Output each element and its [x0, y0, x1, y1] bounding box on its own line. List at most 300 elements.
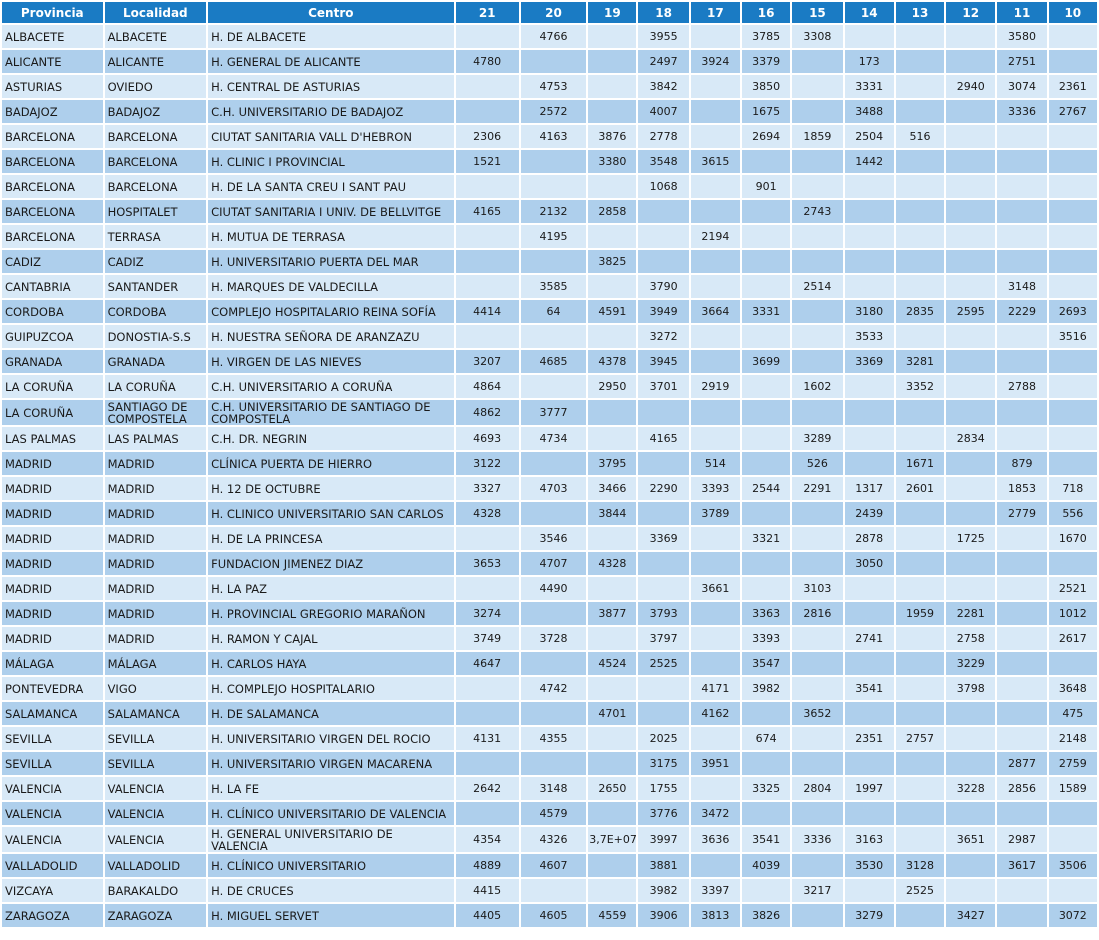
- locality-cell: VIGO: [105, 677, 207, 700]
- locality-cell: SANTANDER: [105, 275, 207, 298]
- value-cell: 3352: [896, 375, 944, 398]
- value-cell: 2544: [742, 477, 790, 500]
- value-cell: [997, 727, 1046, 750]
- center-cell: H. CARLOS HAYA: [208, 652, 453, 675]
- value-cell: 2940: [946, 75, 995, 98]
- value-cell: 2306: [456, 125, 519, 148]
- locality-cell: GRANADA: [105, 350, 207, 373]
- value-cell: [896, 25, 944, 48]
- value-cell: [792, 527, 842, 550]
- value-cell: [521, 250, 586, 273]
- province-cell: ALBACETE: [2, 25, 103, 48]
- value-cell: 4559: [588, 904, 636, 927]
- value-cell: [742, 400, 790, 425]
- locality-cell: MADRID: [105, 502, 207, 525]
- locality-cell: ALBACETE: [105, 25, 207, 48]
- value-cell: 2291: [792, 477, 842, 500]
- province-cell: SALAMANCA: [2, 702, 103, 725]
- value-cell: 3955: [638, 25, 688, 48]
- value-cell: [742, 250, 790, 273]
- value-cell: 2351: [845, 727, 894, 750]
- value-cell: [896, 325, 944, 348]
- province-cell: CORDOBA: [2, 300, 103, 323]
- value-cell: 4607: [521, 854, 586, 877]
- value-cell: [588, 50, 636, 73]
- value-cell: 3321: [742, 527, 790, 550]
- province-cell: CADIZ: [2, 250, 103, 273]
- value-cell: 2743: [792, 200, 842, 223]
- value-cell: 1959: [896, 602, 944, 625]
- value-cell: [1049, 250, 1097, 273]
- value-cell: 2642: [456, 777, 519, 800]
- table-row: [2, 602, 1097, 625]
- province-cell: ASTURIAS: [2, 75, 103, 98]
- value-cell: 3541: [845, 677, 894, 700]
- table-row: [2, 879, 1097, 902]
- value-cell: 2741: [845, 627, 894, 650]
- value-cell: [742, 275, 790, 298]
- value-cell: 3749: [456, 627, 519, 650]
- value-cell: [946, 50, 995, 73]
- value-cell: [456, 225, 519, 248]
- value-cell: 2858: [588, 200, 636, 223]
- value-cell: 3427: [946, 904, 995, 927]
- value-cell: 2856: [997, 777, 1046, 800]
- value-cell: 3379: [742, 50, 790, 73]
- locality-cell: SEVILLA: [105, 752, 207, 775]
- value-cell: 3,7E+07: [588, 827, 636, 852]
- value-cell: 3546: [521, 527, 586, 550]
- province-cell: ZARAGOZA: [2, 904, 103, 927]
- locality-cell: SEVILLA: [105, 727, 207, 750]
- value-cell: [792, 225, 842, 248]
- value-cell: [456, 25, 519, 48]
- value-cell: [845, 702, 894, 725]
- value-cell: [588, 677, 636, 700]
- value-cell: [638, 702, 688, 725]
- value-cell: [997, 350, 1046, 373]
- center-cell: H. PROVINCIAL GREGORIO MARAÑON: [208, 602, 453, 625]
- value-cell: 4703: [521, 477, 586, 500]
- province-cell: GRANADA: [2, 350, 103, 373]
- value-cell: [896, 752, 944, 775]
- table-row: [2, 752, 1097, 775]
- column-header: 19: [588, 2, 636, 23]
- value-cell: [946, 854, 995, 877]
- value-cell: [742, 502, 790, 525]
- center-cell: C.H. UNIVERSITARIO DE SANTIAGO DE COMPOSTELA: [208, 400, 453, 425]
- value-cell: [896, 175, 944, 198]
- value-cell: 3397: [691, 879, 740, 902]
- value-cell: 3661: [691, 577, 740, 600]
- value-cell: 3825: [588, 250, 636, 273]
- value-cell: [1049, 375, 1097, 398]
- value-cell: 4766: [521, 25, 586, 48]
- value-cell: [896, 250, 944, 273]
- value-cell: [792, 325, 842, 348]
- value-cell: [946, 400, 995, 425]
- value-cell: [896, 802, 944, 825]
- locality-cell: BADAJOZ: [105, 100, 207, 123]
- value-cell: [742, 879, 790, 902]
- center-cell: H. CLÍNICO UNIVERSITARIO: [208, 854, 453, 877]
- value-cell: 3615: [691, 150, 740, 173]
- value-cell: [845, 602, 894, 625]
- value-cell: [521, 652, 586, 675]
- value-cell: 1012: [1049, 602, 1097, 625]
- value-cell: 2878: [845, 527, 894, 550]
- center-cell: H. CLINIC I PROVINCIAL: [208, 150, 453, 173]
- locality-cell: VALENCIA: [105, 802, 207, 825]
- value-cell: 3789: [691, 502, 740, 525]
- value-cell: [845, 250, 894, 273]
- locality-cell: SALAMANCA: [105, 702, 207, 725]
- value-cell: 3728: [521, 627, 586, 650]
- value-cell: [792, 652, 842, 675]
- value-cell: 3777: [521, 400, 586, 425]
- column-header: 21: [456, 2, 519, 23]
- value-cell: [946, 552, 995, 575]
- value-cell: [792, 350, 842, 373]
- center-cell: H. CENTRAL DE ASTURIAS: [208, 75, 453, 98]
- value-cell: [792, 75, 842, 98]
- value-cell: [896, 427, 944, 450]
- value-cell: [742, 752, 790, 775]
- value-cell: [588, 802, 636, 825]
- value-cell: [946, 200, 995, 223]
- value-cell: 2595: [946, 300, 995, 323]
- value-cell: [997, 527, 1046, 550]
- value-cell: [691, 777, 740, 800]
- value-cell: [691, 325, 740, 348]
- value-cell: [896, 75, 944, 98]
- value-cell: [638, 200, 688, 223]
- value-cell: 4328: [588, 552, 636, 575]
- value-cell: 718: [1049, 477, 1097, 500]
- value-cell: 4195: [521, 225, 586, 248]
- province-cell: VIZCAYA: [2, 879, 103, 902]
- value-cell: [997, 652, 1046, 675]
- locality-cell: OVIEDO: [105, 75, 207, 98]
- value-cell: 2778: [638, 125, 688, 148]
- value-cell: [456, 752, 519, 775]
- value-cell: [946, 275, 995, 298]
- table-row: [2, 777, 1097, 800]
- value-cell: 3325: [742, 777, 790, 800]
- province-cell: LAS PALMAS: [2, 427, 103, 450]
- value-cell: [997, 702, 1046, 725]
- value-cell: [792, 752, 842, 775]
- value-cell: [896, 552, 944, 575]
- value-cell: [946, 250, 995, 273]
- value-cell: [896, 777, 944, 800]
- value-cell: 4685: [521, 350, 586, 373]
- value-cell: 3548: [638, 150, 688, 173]
- value-cell: 3648: [1049, 677, 1097, 700]
- table-row: [2, 677, 1097, 700]
- value-cell: 3050: [845, 552, 894, 575]
- value-cell: 1725: [946, 527, 995, 550]
- value-cell: 3289: [792, 427, 842, 450]
- center-cell: H. GENERAL DE ALICANTE: [208, 50, 453, 73]
- value-cell: [1049, 827, 1097, 852]
- value-cell: 1589: [1049, 777, 1097, 800]
- center-cell: H. GENERAL UNIVERSITARIO DE VALENCIA: [208, 827, 453, 852]
- value-cell: [792, 802, 842, 825]
- value-cell: [997, 577, 1046, 600]
- value-cell: 3876: [588, 125, 636, 148]
- value-cell: [946, 150, 995, 173]
- value-cell: 2572: [521, 100, 586, 123]
- value-cell: 3122: [456, 452, 519, 475]
- province-cell: PONTEVEDRA: [2, 677, 103, 700]
- value-cell: [588, 577, 636, 600]
- value-cell: [896, 702, 944, 725]
- province-cell: VALENCIA: [2, 802, 103, 825]
- value-cell: [946, 477, 995, 500]
- table-row: [2, 200, 1097, 223]
- locality-cell: MADRID: [105, 577, 207, 600]
- center-cell: COMPLEJO HOSPITALARIO REINA SOFÍA: [208, 300, 453, 323]
- value-cell: [691, 727, 740, 750]
- center-cell: H. DE SALAMANCA: [208, 702, 453, 725]
- value-cell: 2788: [997, 375, 1046, 398]
- value-cell: [1049, 225, 1097, 248]
- value-cell: [521, 502, 586, 525]
- value-cell: [845, 400, 894, 425]
- value-cell: 901: [742, 175, 790, 198]
- value-cell: [845, 879, 894, 902]
- table-row: [2, 652, 1097, 675]
- value-cell: 4707: [521, 552, 586, 575]
- value-cell: [521, 752, 586, 775]
- table-row: [2, 827, 1097, 852]
- table-row: [2, 854, 1097, 877]
- value-cell: [521, 325, 586, 348]
- value-cell: [691, 200, 740, 223]
- center-cell: H. UNIVERSITARIO PUERTA DEL MAR: [208, 250, 453, 273]
- value-cell: 3664: [691, 300, 740, 323]
- locality-cell: BARAKALDO: [105, 879, 207, 902]
- value-cell: 3274: [456, 602, 519, 625]
- value-cell: [521, 702, 586, 725]
- value-cell: [588, 527, 636, 550]
- value-cell: [997, 325, 1046, 348]
- value-cell: 3580: [997, 25, 1046, 48]
- table-row: [2, 452, 1097, 475]
- value-cell: 3982: [742, 677, 790, 700]
- province-cell: VALLADOLID: [2, 854, 103, 877]
- value-cell: 2497: [638, 50, 688, 73]
- value-cell: 4355: [521, 727, 586, 750]
- value-cell: 3997: [638, 827, 688, 852]
- value-cell: [521, 150, 586, 173]
- province-cell: MADRID: [2, 477, 103, 500]
- value-cell: 3272: [638, 325, 688, 348]
- value-cell: 3506: [1049, 854, 1097, 877]
- value-cell: [792, 150, 842, 173]
- value-cell: 3369: [638, 527, 688, 550]
- value-cell: [845, 802, 894, 825]
- locality-cell: MADRID: [105, 627, 207, 650]
- value-cell: 3074: [997, 75, 1046, 98]
- value-cell: [588, 100, 636, 123]
- value-cell: [845, 452, 894, 475]
- center-cell: H. UNIVERSITARIO VIRGEN MACARENA: [208, 752, 453, 775]
- center-cell: CLÍNICA PUERTA DE HIERRO: [208, 452, 453, 475]
- value-cell: 1671: [896, 452, 944, 475]
- value-cell: [588, 752, 636, 775]
- value-cell: 3331: [742, 300, 790, 323]
- value-cell: [997, 602, 1046, 625]
- value-cell: [638, 452, 688, 475]
- value-cell: [588, 854, 636, 877]
- value-cell: 3547: [742, 652, 790, 675]
- value-cell: 3842: [638, 75, 688, 98]
- locality-cell: TERRASA: [105, 225, 207, 248]
- value-cell: 3148: [997, 275, 1046, 298]
- value-cell: 3813: [691, 904, 740, 927]
- value-cell: 2919: [691, 375, 740, 398]
- value-cell: [588, 427, 636, 450]
- value-cell: [742, 225, 790, 248]
- province-cell: SEVILLA: [2, 727, 103, 750]
- value-cell: [1049, 452, 1097, 475]
- value-cell: 4405: [456, 904, 519, 927]
- value-cell: [792, 50, 842, 73]
- value-cell: 2758: [946, 627, 995, 650]
- value-cell: 3228: [946, 777, 995, 800]
- value-cell: [896, 677, 944, 700]
- value-cell: [691, 25, 740, 48]
- value-cell: 4753: [521, 75, 586, 98]
- value-cell: [946, 452, 995, 475]
- value-cell: [792, 400, 842, 425]
- value-cell: [456, 100, 519, 123]
- value-cell: [896, 527, 944, 550]
- value-cell: 3797: [638, 627, 688, 650]
- value-cell: [997, 879, 1046, 902]
- value-cell: [742, 150, 790, 173]
- value-cell: 2751: [997, 50, 1046, 73]
- value-cell: [456, 75, 519, 98]
- value-cell: 3652: [792, 702, 842, 725]
- value-cell: 3103: [792, 577, 842, 600]
- value-cell: 2229: [997, 300, 1046, 323]
- center-cell: CIUTAT SANITARIA I UNIV. DE BELLVITGE: [208, 200, 453, 223]
- value-cell: 3826: [742, 904, 790, 927]
- value-cell: [845, 375, 894, 398]
- value-cell: [896, 400, 944, 425]
- value-cell: 2525: [896, 879, 944, 902]
- value-cell: [456, 577, 519, 600]
- value-cell: [638, 225, 688, 248]
- value-cell: [638, 250, 688, 273]
- value-cell: 1997: [845, 777, 894, 800]
- value-cell: [946, 577, 995, 600]
- locality-cell: BARCELONA: [105, 175, 207, 198]
- value-cell: 3636: [691, 827, 740, 852]
- value-cell: [896, 275, 944, 298]
- value-cell: [691, 275, 740, 298]
- value-cell: [997, 150, 1046, 173]
- value-cell: 3877: [588, 602, 636, 625]
- value-cell: 4734: [521, 427, 586, 450]
- value-cell: 4131: [456, 727, 519, 750]
- value-cell: 3308: [792, 25, 842, 48]
- table-header: [2, 2, 1097, 23]
- center-cell: H. LA FE: [208, 777, 453, 800]
- value-cell: [1049, 50, 1097, 73]
- center-cell: H. DE LA SANTA CREU I SANT PAU: [208, 175, 453, 198]
- table-row: [2, 300, 1097, 323]
- value-cell: [1049, 879, 1097, 902]
- value-cell: 3336: [997, 100, 1046, 123]
- value-cell: 2194: [691, 225, 740, 248]
- province-cell: BARCELONA: [2, 200, 103, 223]
- value-cell: [456, 702, 519, 725]
- province-cell: BADAJOZ: [2, 100, 103, 123]
- value-cell: [845, 225, 894, 248]
- center-cell: C.H. DR. NEGRIN: [208, 427, 453, 450]
- value-cell: 1521: [456, 150, 519, 173]
- value-cell: 4165: [638, 427, 688, 450]
- locality-cell: BARCELONA: [105, 125, 207, 148]
- value-cell: 4889: [456, 854, 519, 877]
- value-cell: [521, 879, 586, 902]
- value-cell: 3881: [638, 854, 688, 877]
- locality-cell: ALICANTE: [105, 50, 207, 73]
- value-cell: [792, 677, 842, 700]
- value-cell: 3793: [638, 602, 688, 625]
- value-cell: [946, 100, 995, 123]
- value-cell: 1853: [997, 477, 1046, 500]
- value-cell: 4328: [456, 502, 519, 525]
- value-cell: [1049, 150, 1097, 173]
- value-cell: [588, 25, 636, 48]
- table-row: [2, 577, 1097, 600]
- center-cell: H. MIGUEL SERVET: [208, 904, 453, 927]
- value-cell: [521, 50, 586, 73]
- value-cell: 2601: [896, 477, 944, 500]
- value-cell: 2987: [997, 827, 1046, 852]
- value-cell: [946, 375, 995, 398]
- center-cell: H. MARQUES DE VALDECILLA: [208, 275, 453, 298]
- value-cell: 2361: [1049, 75, 1097, 98]
- province-cell: MÁLAGA: [2, 652, 103, 675]
- value-cell: [691, 100, 740, 123]
- value-cell: 4742: [521, 677, 586, 700]
- province-cell: VALENCIA: [2, 777, 103, 800]
- value-cell: [896, 225, 944, 248]
- locality-cell: ZARAGOZA: [105, 904, 207, 927]
- value-cell: 3699: [742, 350, 790, 373]
- value-cell: [742, 802, 790, 825]
- value-cell: [691, 602, 740, 625]
- value-cell: 3217: [792, 879, 842, 902]
- value-cell: [691, 75, 740, 98]
- value-cell: 3798: [946, 677, 995, 700]
- table-row: [2, 627, 1097, 650]
- value-cell: 64: [521, 300, 586, 323]
- province-cell: LA CORUÑA: [2, 400, 103, 425]
- table-row: [2, 527, 1097, 550]
- value-cell: 2650: [588, 777, 636, 800]
- value-cell: [1049, 25, 1097, 48]
- value-cell: 2617: [1049, 627, 1097, 650]
- locality-cell: VALENCIA: [105, 827, 207, 852]
- value-cell: [896, 150, 944, 173]
